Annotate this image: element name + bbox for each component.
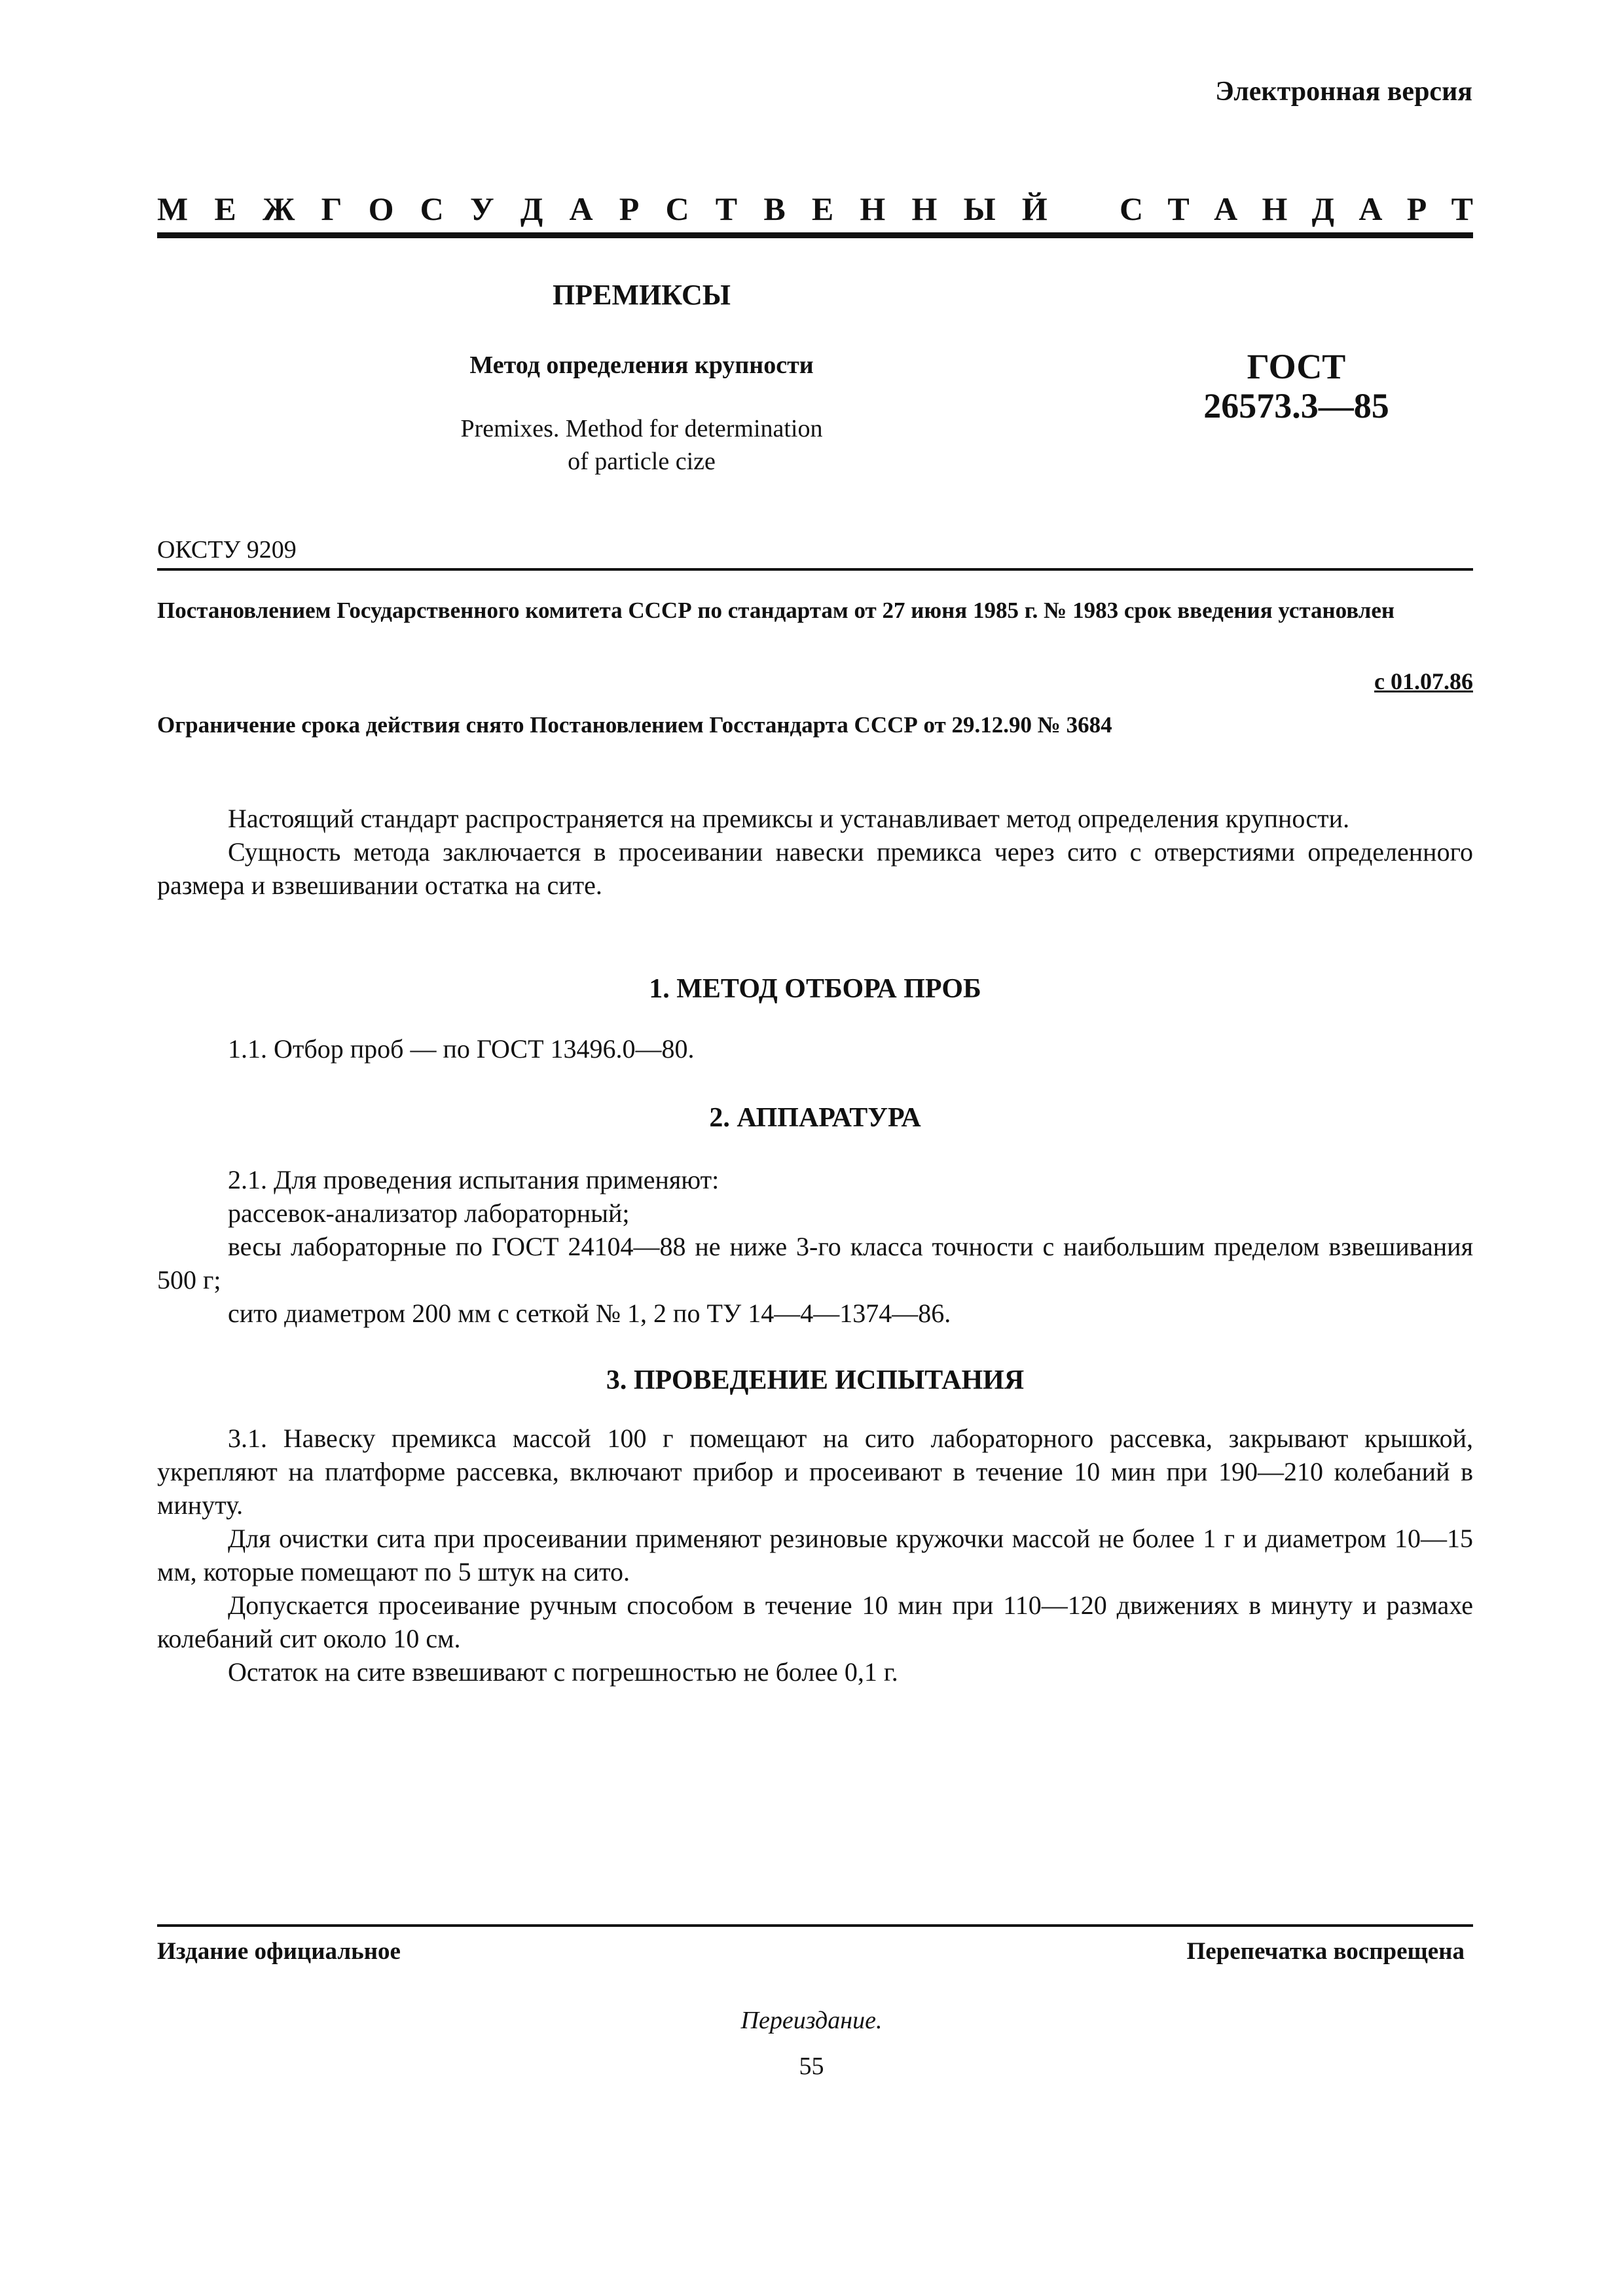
official-edition-label: Издание официальное [157, 1938, 401, 1965]
gost-number: 26573.3—85 [1203, 386, 1389, 425]
reissue-note: Переиздание. [740, 2007, 883, 2034]
banner-letter: О [368, 190, 394, 227]
banner-letter: В [763, 190, 786, 227]
banner-letter: С [420, 190, 444, 227]
section-body-apparatus [157, 1163, 1473, 1330]
section-paragraph: рассевок-анализатор лабораторный; [228, 1198, 630, 1228]
banner-letter: Т [1451, 190, 1473, 227]
banner-letter: Р [619, 190, 640, 227]
banner-word-standard [1120, 190, 1473, 228]
intro-text [157, 802, 1473, 902]
section-paragraph: Остаток на сите взвешивают с погрешностью не более 0,1 г. [228, 1657, 898, 1687]
classification-divider [157, 568, 1473, 571]
banner-letter: Н [860, 190, 886, 227]
section-body-procedure [157, 1422, 1473, 1689]
footer-divider [157, 1924, 1473, 1927]
banner-letter: А [1359, 190, 1383, 227]
section-paragraph: весы лабораторные по ГОСТ 24104—88 не ниже 3-го класса точности с наибольшим пределом взвешивания 500 г; [157, 1232, 1473, 1295]
banner-letter: Е [214, 190, 236, 227]
intro-paragraph: Сущность метода заключается в просеивании навески премикса через сито с отверстиями определенного размера и взвешивании остатка на сите. [157, 837, 1473, 900]
banner-letter: Й [1021, 190, 1048, 227]
reprint-prohibited-label: Перепечатка воспрещена [1186, 1938, 1465, 1965]
banner-letter: А [569, 190, 593, 227]
interstate-standard-banner [157, 190, 1473, 228]
intro-paragraph: Настоящий стандарт распространяется на премиксы и устанавливает метод определения крупности. [228, 804, 1350, 833]
section-heading-apparatus: 2. АППАРАТУРА [709, 1103, 921, 1133]
banner-letter: С [1120, 190, 1144, 227]
gost-designation [1192, 347, 1401, 425]
banner-divider [157, 232, 1473, 238]
section-paragraph: Допускается просеивание ручным способом в течение 10 мин при 110—120 движениях в минуту и размахе колебаний сит около 10 см. [157, 1590, 1473, 1653]
document-title: ПРЕМИКСЫ [553, 279, 731, 311]
banner-letter: Е [811, 190, 834, 227]
electronic-version-label: Электронная версия [1215, 77, 1472, 107]
section-heading-sampling: 1. МЕТОД ОТБОРА ПРОБ [649, 974, 981, 1004]
banner-letter: Н [1262, 190, 1288, 227]
banner-letter: Ж [262, 190, 295, 227]
banner-letter: У [469, 190, 494, 227]
limitation-note: Ограничение срока действия снято Постановлением Госстандарта СССР от 29.12.90 № 3684 [157, 712, 1112, 738]
banner-word-interstate [157, 190, 1048, 228]
english-title-line-2: of particle cize [568, 448, 716, 475]
gost-label: ГОСТ [1247, 347, 1346, 386]
banner-letter: Д [1311, 190, 1335, 227]
banner-letter: Т [1167, 190, 1190, 227]
section-paragraph: 3.1. Навеску премикса массой 100 г помещают на сито лабораторного рассевка, закрывают крышкой, укрепляют на платформе рассевка, включают прибор и просеивают в течение 10 мин при 190—210 колебаний в минуту. [157, 1424, 1473, 1520]
banner-letter: Н [911, 190, 938, 227]
banner-letter: Г [321, 190, 342, 227]
classification-code: ОКСТУ 9209 [157, 536, 297, 564]
effective-date: с 01.07.86 [1374, 668, 1473, 694]
banner-letter: А [1214, 190, 1238, 227]
banner-letter: Д [520, 190, 543, 227]
banner-letter: Ы [963, 190, 996, 227]
section-paragraph: 1.1. Отбор проб — по ГОСТ 13496.0—80. [228, 1034, 695, 1064]
section-body-sampling [157, 1032, 1473, 1066]
title-block [354, 278, 930, 478]
banner-letter: М [157, 190, 189, 227]
section-paragraph: 2.1. Для проведения испытания применяют: [228, 1165, 720, 1194]
section-heading-procedure: 3. ПРОВЕДЕНИЕ ИСПЫТАНИЯ [606, 1365, 1025, 1395]
english-title-line-1: Premixes. Method for determination [460, 415, 823, 442]
section-paragraph: Для очистки сита при просеивании применяют резиновые кружочки массой не более 1 г и диаметром 10—15 мм, которые помещают по 5 штук на сито. [157, 1524, 1473, 1587]
page-number: 55 [799, 2053, 824, 2080]
decree-text: Постановлением Государственного комитета СССР по стандартам от 27 июня 1985 г. № 1983 срок введения установлен [157, 598, 1395, 623]
section-paragraph: сито диаметром 200 мм с сеткой № 1, 2 по ТУ 14—4—1374—86. [228, 1299, 951, 1328]
banner-letter: Р [1406, 190, 1427, 227]
banner-letter: Т [715, 190, 738, 227]
banner-letter: С [665, 190, 689, 227]
document-subtitle: Метод определения крупности [469, 351, 814, 379]
